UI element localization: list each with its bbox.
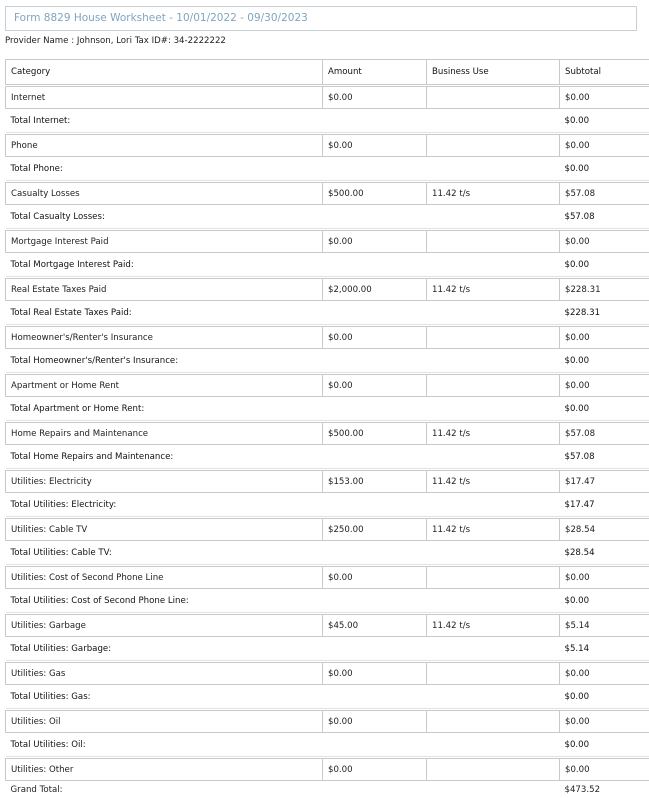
category-cell: Homeowner's/Renter's Insurance [6,327,323,349]
category-total-row [6,301,649,325]
subtotal-cell: $17.47 [560,471,649,493]
business-use-cell [427,711,560,733]
column-header-category: Category [6,60,323,85]
category-cell: Phone [6,135,323,157]
table-row [6,663,649,685]
category-cell: Real Estate Taxes Paid [6,279,323,301]
table-header-row [6,60,649,85]
category-total-label: Total Homeowner's/Renter's Insurance: [6,349,560,373]
table-row [6,471,649,493]
amount-cell: $153.00 [323,471,427,493]
category-cell: Internet [6,87,323,109]
category-cell: Utilities: Garbage [6,615,323,637]
business-use-cell [427,327,560,349]
category-total-label: Total Real Estate Taxes Paid: [6,301,560,325]
category-total-label: Total Utilities: Cost of Second Phone Line: [6,589,560,613]
category-total-row [6,157,649,181]
business-use-cell [427,567,560,589]
category-total-label: Total Apartment or Home Rent: [6,397,560,421]
provider-info: Provider Name : Johnson, Lori Tax ID#: 34-2222222 [5,36,226,46]
category-total-row [6,349,649,373]
amount-cell: $500.00 [323,183,427,205]
grand-total-value: $473.52 [560,782,649,798]
category-total-row [6,589,649,613]
category-total-label: Total Casualty Losses: [6,205,560,229]
amount-cell: $0.00 [323,759,427,781]
subtotal-cell: $0.00 [560,567,649,589]
category-total-label: Total Utilities: Cable TV: [6,541,560,565]
table-row [6,231,649,253]
category-total-label: Total Home Repairs and Maintenance: [6,445,560,469]
business-use-cell [427,87,560,109]
table-row [6,375,649,397]
subtotal-cell: $0.00 [560,375,649,397]
worksheet-title-box [5,6,637,31]
category-total-row [6,253,649,277]
column-header-amount: Amount [323,60,427,85]
table-row [6,711,649,733]
amount-cell: $0.00 [323,231,427,253]
amount-cell: $0.00 [323,663,427,685]
category-total-row [6,733,649,757]
category-total-row [6,493,649,517]
business-use-cell [427,759,560,781]
business-use-cell [427,135,560,157]
category-cell: Mortgage Interest Paid [6,231,323,253]
worksheet-table [5,59,649,798]
category-total-label: Total Internet: [6,109,560,133]
amount-cell: $0.00 [323,135,427,157]
category-total-value: $0.00 [560,349,649,373]
category-cell: Utilities: Other [6,759,323,781]
table-row [6,87,649,109]
business-use-cell: 11.42 t/s [427,183,560,205]
category-total-value: $17.47 [560,493,649,517]
category-cell: Casualty Losses [6,183,323,205]
business-use-cell [427,231,560,253]
category-total-value: $57.08 [560,445,649,469]
table-row [6,567,649,589]
amount-cell: $250.00 [323,519,427,541]
category-total-label: Total Phone: [6,157,560,181]
subtotal-cell: $0.00 [560,135,649,157]
business-use-cell: 11.42 t/s [427,519,560,541]
amount-cell: $0.00 [323,375,427,397]
amount-cell: $45.00 [323,615,427,637]
worksheet-body [6,85,649,798]
category-total-value: $28.54 [560,541,649,565]
category-total-value: $0.00 [560,685,649,709]
amount-cell: $0.00 [323,567,427,589]
category-total-row [6,109,649,133]
category-cell: Home Repairs and Maintenance [6,423,323,445]
category-cell: Utilities: Electricity [6,471,323,493]
business-use-cell: 11.42 t/s [427,279,560,301]
category-total-value: $0.00 [560,733,649,757]
amount-cell: $0.00 [323,711,427,733]
subtotal-cell: $0.00 [560,87,649,109]
category-cell: Utilities: Cable TV [6,519,323,541]
category-total-label: Total Utilities: Electricity: [6,493,560,517]
business-use-cell [427,375,560,397]
grand-total-label: Grand Total: [6,782,560,798]
column-header-business-use: Business Use [427,60,560,85]
category-total-value: $228.31 [560,301,649,325]
column-header-subtotal: Subtotal [560,60,649,85]
business-use-cell [427,663,560,685]
table-row [6,759,649,781]
table-row [6,327,649,349]
category-total-value: $0.00 [560,397,649,421]
subtotal-cell: $0.00 [560,759,649,781]
category-cell: Utilities: Cost of Second Phone Line [6,567,323,589]
amount-cell: $500.00 [323,423,427,445]
business-use-cell: 11.42 t/s [427,615,560,637]
table-row [6,615,649,637]
category-total-row [6,205,649,229]
subtotal-cell: $28.54 [560,519,649,541]
worksheet-title: Form 8829 House Worksheet - 10/01/2022 - 09/30/2023 [14,12,308,24]
grand-total-row [6,782,649,798]
category-cell: Apartment or Home Rent [6,375,323,397]
category-total-label: Total Mortgage Interest Paid: [6,253,560,277]
subtotal-cell: $57.08 [560,183,649,205]
category-total-row [6,637,649,661]
category-total-value: $0.00 [560,589,649,613]
business-use-cell: 11.42 t/s [427,471,560,493]
category-total-row [6,685,649,709]
category-total-row [6,397,649,421]
category-total-value: $0.00 [560,253,649,277]
amount-cell: $0.00 [323,87,427,109]
subtotal-cell: $0.00 [560,327,649,349]
category-total-value: $5.14 [560,637,649,661]
category-cell: Utilities: Oil [6,711,323,733]
subtotal-cell: $0.00 [560,663,649,685]
category-total-label: Total Utilities: Oil: [6,733,560,757]
table-row [6,519,649,541]
business-use-cell: 11.42 t/s [427,423,560,445]
table-row [6,423,649,445]
subtotal-cell: $0.00 [560,711,649,733]
category-total-value: $0.00 [560,109,649,133]
table-row [6,135,649,157]
subtotal-cell: $5.14 [560,615,649,637]
category-total-row [6,445,649,469]
category-total-row [6,541,649,565]
category-total-value: $57.08 [560,205,649,229]
category-cell: Utilities: Gas [6,663,323,685]
subtotal-cell: $228.31 [560,279,649,301]
category-total-label: Total Utilities: Gas: [6,685,560,709]
category-total-label: Total Utilities: Garbage: [6,637,560,661]
amount-cell: $2,000.00 [323,279,427,301]
table-row [6,279,649,301]
table-row [6,183,649,205]
category-total-value: $0.00 [560,157,649,181]
subtotal-cell: $0.00 [560,231,649,253]
subtotal-cell: $57.08 [560,423,649,445]
amount-cell: $0.00 [323,327,427,349]
